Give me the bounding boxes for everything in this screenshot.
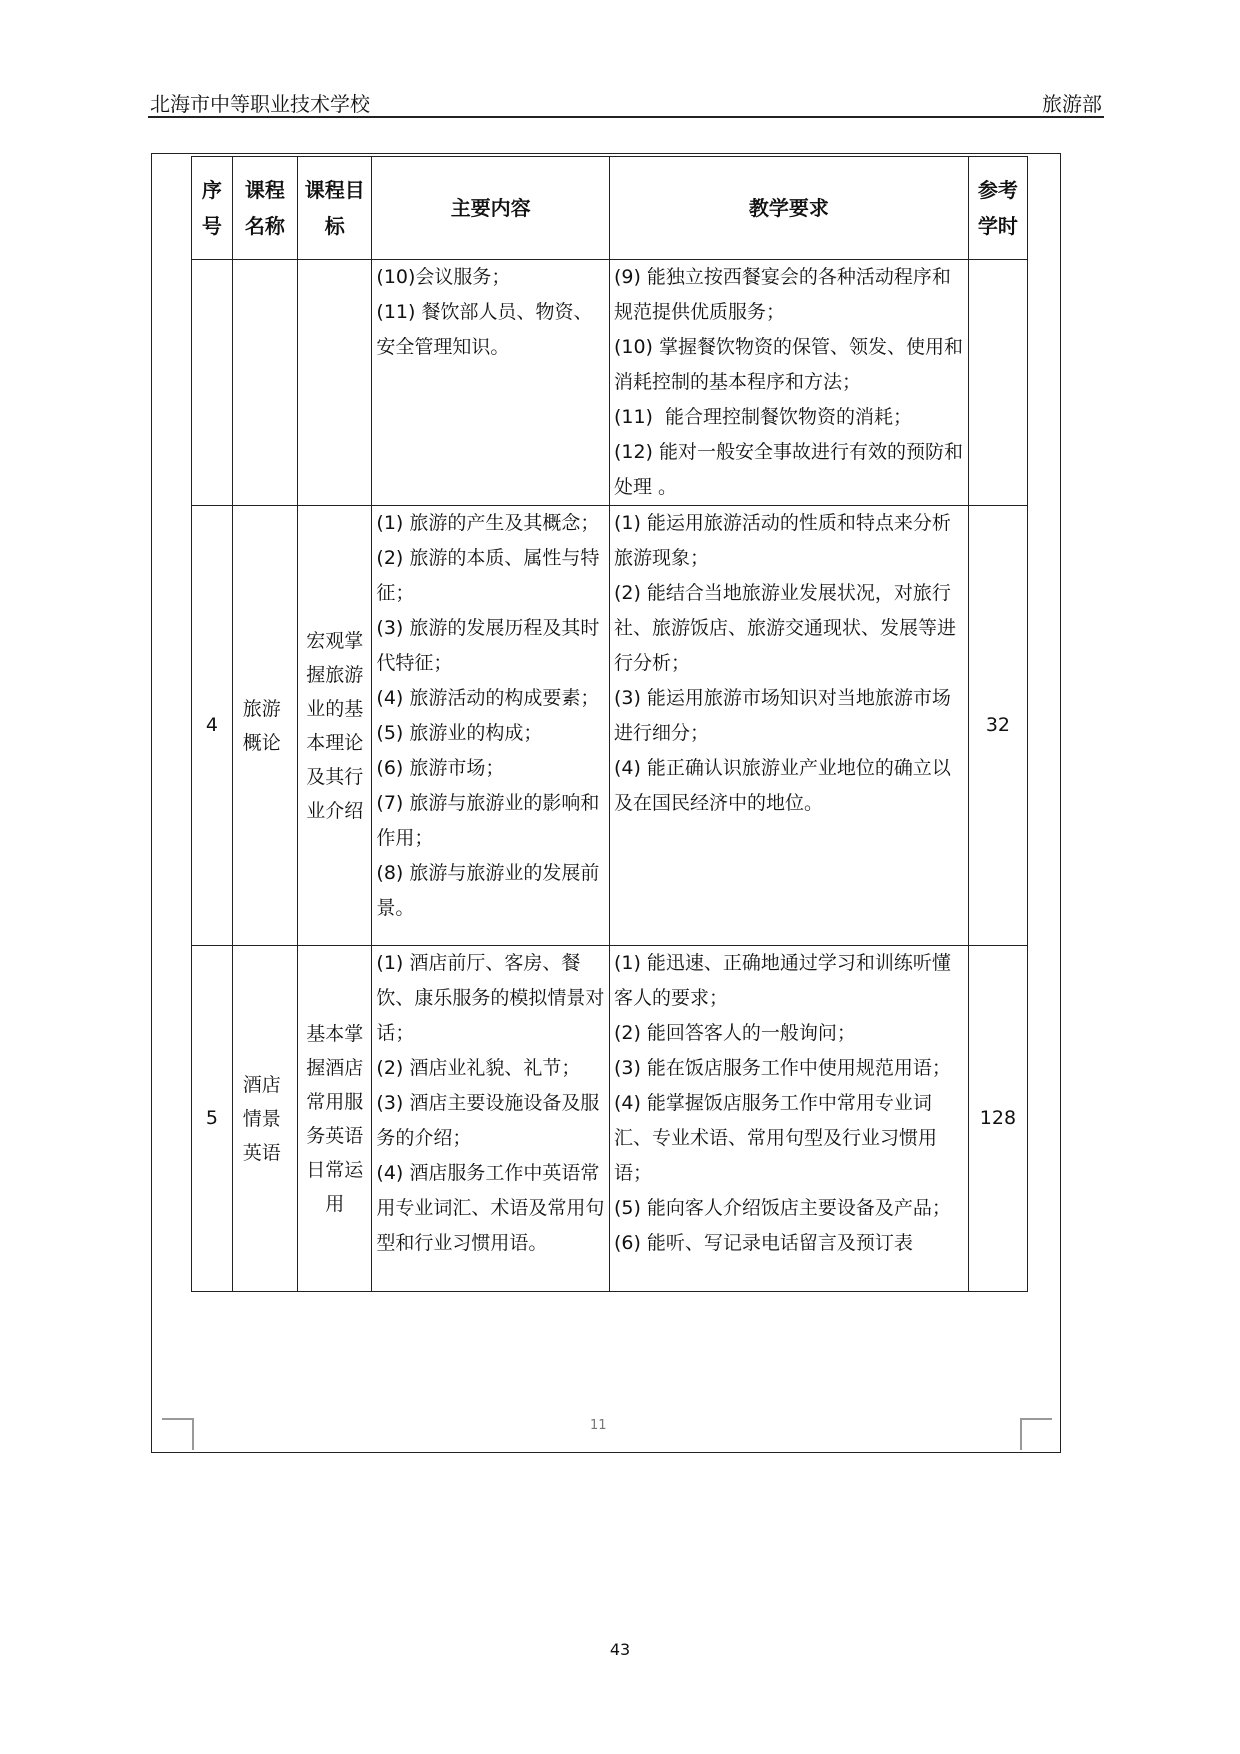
cell-name-text: 旅游概论 (242, 697, 281, 754)
header-department: 旅游部 (1042, 92, 1102, 116)
cell-content-line: (3) 旅游的发展历程及其时代特征； (376, 617, 600, 674)
cell-content-line: (6) 旅游市场； (376, 757, 505, 779)
cell-requirements-line: (6) 能听、写记录电话留言及预订表 (613, 1232, 913, 1254)
cell-content-line: (11) 餐饮部人员、物资、安全管理知识。 (376, 301, 593, 358)
cell-num (192, 260, 233, 506)
cell-name (232, 260, 297, 506)
cell-requirements-line: (3) 能运用旅游市场知识对当地旅游市场进行细分； (613, 687, 951, 744)
inner-page-number: 11 (590, 1418, 607, 1433)
header-content: 主要内容 (372, 157, 610, 260)
cell-requirements-line: (2) 能回答客人的一般询问； (613, 1022, 856, 1044)
cell-requirements-line: (4) 能掌握饭店服务工作中常用专业词汇、专业术语、常用句型及行业习惯用语； (613, 1092, 937, 1184)
cell-name (232, 946, 297, 1292)
cell-content (372, 260, 610, 506)
header-name: 课程名称 (232, 157, 297, 260)
header-hours: 参考学时 (968, 157, 1027, 260)
cell-requirements-line: (4) 能正确认识旅游业产业地位的确立以及在国民经济中的地位。 (613, 757, 951, 814)
cell-requirements (609, 946, 968, 1292)
cell-hours-text: 32 (985, 714, 1010, 736)
cell-name (232, 506, 297, 946)
cell-requirements-line: (1) 能运用旅游活动的性质和特点来分析旅游现象； (613, 512, 951, 569)
cell-content-line: (4) 旅游活动的构成要素； (376, 687, 600, 709)
cell-content-line: (3) 酒店主要设施设备及服务的介绍； (376, 1092, 600, 1149)
cell-requirements-line: (11) 能合理控制餐饮物资的消耗； (613, 406, 913, 428)
cell-requirements (609, 260, 968, 506)
header-num: 序号 (192, 157, 233, 260)
cell-requirements-line: (10) 掌握餐饮物资的保管、领发、使用和消耗控制的基本程序和方法； (613, 336, 963, 393)
cell-goal-text: 宏观掌握旅游业的基本理论及其行业介绍 (306, 629, 364, 822)
cell-content-line: (7) 旅游与旅游业的影响和作用； (376, 792, 600, 849)
cell-requirements-line: (2) 能结合当地旅游业发展状况，对旅行社、旅游饭店、旅游交通现状、发展等进行分析； (613, 582, 956, 674)
cell-content-line: (1) 旅游的产生及其概念； (376, 512, 600, 534)
header-rule (148, 116, 1104, 118)
course-table (191, 156, 1028, 1292)
cell-goal (298, 506, 372, 946)
cell-requirements-line: (1) 能迅速、正确地通过学习和训练听懂客人的要求； (613, 952, 951, 1009)
cell-content-line: (5) 旅游业的构成； (376, 722, 543, 744)
table-row (192, 260, 1028, 506)
cell-content-line: (1) 酒店前厅、客房、餐饮、康乐服务的模拟情景对话； (376, 952, 605, 1044)
cell-goal (298, 946, 372, 1292)
cell-content-line: (8) 旅游与旅游业的发展前景。 (376, 862, 600, 919)
cell-requirements-line: (5) 能向客人介绍饭店主要设备及产品； (613, 1197, 951, 1219)
cell-hours (968, 946, 1027, 1292)
crop-mark-right (1020, 1418, 1052, 1450)
cell-requirements-line: (12) 能对一般安全事故进行有效的预防和处理 。 (613, 441, 963, 498)
cell-num (192, 506, 233, 946)
cell-goal (298, 260, 372, 506)
crop-mark-left (162, 1418, 194, 1450)
cell-requirements-line: (9) 能独立按西餐宴会的各种活动程序和规范提供优质服务； (613, 266, 951, 323)
cell-num-text: 5 (205, 1107, 218, 1129)
cell-content-line: (4) 酒店服务工作中英语常用专业词汇、术语及常用句型和行业习惯用语。 (376, 1162, 605, 1254)
cell-content-line: (2) 旅游的本质、属性与特征； (376, 547, 600, 604)
cell-num (192, 946, 233, 1292)
cell-content-line: (2) 酒店业礼貌、礼节； (376, 1057, 581, 1079)
cell-num-text: 4 (205, 714, 218, 736)
cell-name-text: 酒店情景英语 (242, 1073, 281, 1164)
cell-hours (968, 260, 1027, 506)
cell-content (372, 506, 610, 946)
table-row (192, 506, 1028, 946)
header-goal: 课程目标 (298, 157, 372, 260)
header-school: 北海市中等职业技术学校 (150, 92, 370, 116)
table-row (192, 946, 1028, 1292)
cell-hours-text: 128 (979, 1107, 1017, 1129)
cell-content (372, 946, 610, 1292)
cell-requirements-line: (3) 能在饭店服务工作中使用规范用语； (613, 1057, 951, 1079)
header-requirements: 教学要求 (609, 157, 968, 260)
cell-content-line: (10)会议服务； (376, 266, 511, 288)
table-header-row (192, 157, 1028, 260)
cell-goal-text: 基本掌握酒店常用服务英语日常运用 (306, 1022, 364, 1215)
cell-hours (968, 506, 1027, 946)
page-number: 43 (609, 1640, 631, 1659)
cell-requirements (609, 506, 968, 946)
